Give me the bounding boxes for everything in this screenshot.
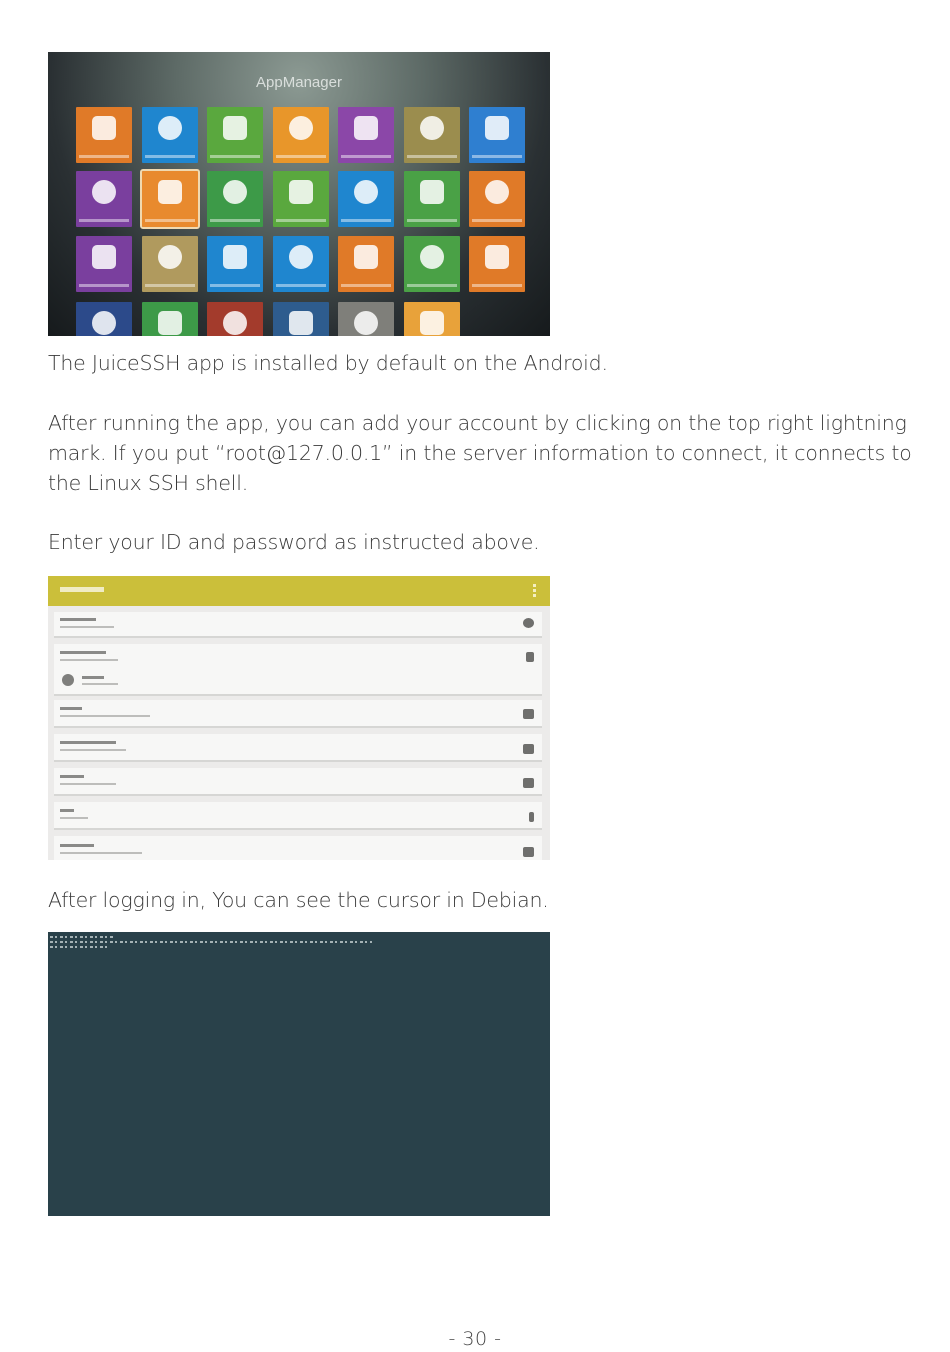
app-label: [276, 284, 326, 287]
app-label: [79, 284, 129, 287]
menu-card: [54, 802, 542, 830]
app-label: [341, 284, 391, 287]
app-tile: [338, 236, 394, 292]
app-label: [210, 219, 260, 222]
app-label: [79, 219, 129, 222]
app-icon: [158, 245, 182, 269]
app-icon: [158, 116, 182, 140]
app-icon: [223, 245, 247, 269]
menu-card: [54, 734, 542, 762]
app-icon: [354, 245, 378, 269]
app-label: [472, 284, 522, 287]
app-icon: [92, 180, 116, 204]
gear-icon: [523, 618, 534, 628]
paragraph-after-login: After logging in, You can see the cursor in Debian.: [48, 888, 549, 912]
app-tile: [142, 171, 198, 227]
app-label: [145, 155, 195, 158]
app-tile: [469, 171, 525, 227]
app-icon: [92, 116, 116, 140]
menu-card: [54, 700, 542, 728]
app-label: [145, 219, 195, 222]
app-icon: [158, 311, 182, 335]
page-number: - 30 -: [448, 1328, 502, 1350]
app-icon: [485, 245, 509, 269]
app-tile: [207, 171, 263, 227]
app-tile: [273, 236, 329, 292]
app-icon: [158, 180, 182, 204]
app-icon: [289, 311, 313, 335]
paragraph-juicessh-default: The JuiceSSH app is installed by default on the Android.: [48, 351, 608, 375]
app-label: [407, 284, 457, 287]
app-label: [341, 155, 391, 158]
app-label: [472, 219, 522, 222]
app-label: [472, 155, 522, 158]
app-tile: [76, 107, 132, 163]
app-icon: [223, 116, 247, 140]
app-manager-title: AppManager: [256, 74, 342, 91]
app-label: [210, 284, 260, 287]
app-tile: [469, 236, 525, 292]
app-icon: [485, 180, 509, 204]
juicessh-toolbar-title: [60, 587, 104, 592]
help-icon: [529, 812, 534, 822]
plugin-icon: [523, 709, 534, 719]
paragraph-running-app: After running the app, you can add your account by clicking on the top right lightning mark. If you put “root@127.0.0.1” in the server information to connect, it connects to the Linux SSH shell.: [48, 411, 912, 495]
app-tile: [76, 236, 132, 292]
share-icon: [523, 778, 534, 788]
app-label: [210, 155, 260, 158]
app-tile: [273, 171, 329, 227]
app-manager-screenshot: [48, 52, 550, 336]
app-tile: [273, 302, 329, 336]
app-tile: [404, 302, 460, 336]
app-tile: [273, 107, 329, 163]
app-icon: [92, 311, 116, 335]
app-icon: [420, 311, 444, 335]
chat-icon: [523, 847, 534, 857]
juicessh-toolbar: [48, 576, 550, 606]
app-tile: [142, 107, 198, 163]
app-tile: [142, 236, 198, 292]
app-icon: [354, 116, 378, 140]
app-icon: [420, 180, 444, 204]
app-label: [276, 219, 326, 222]
app-icon: [289, 245, 313, 269]
menu-card: [54, 612, 542, 638]
app-label: [79, 155, 129, 158]
app-tile: [207, 107, 263, 163]
app-icon: [485, 116, 509, 140]
juicessh-screenshot: [48, 576, 550, 860]
star-icon: [526, 652, 534, 662]
app-label: [145, 284, 195, 287]
app-icon: [223, 311, 247, 335]
app-tile: [76, 302, 132, 336]
app-tile: [338, 171, 394, 227]
app-tile: [207, 236, 263, 292]
menu-card: [54, 644, 542, 696]
app-icon: [354, 311, 378, 335]
menu-card: [54, 768, 542, 796]
menu-card: [54, 836, 542, 860]
paragraph-enter-credentials: Enter your ID and password as instructed above.: [48, 530, 540, 554]
avatar: [62, 674, 74, 686]
terminal-line: [50, 936, 114, 938]
app-icon: [289, 116, 313, 140]
terminal-screenshot: [48, 932, 550, 1216]
terminal-line: [50, 946, 108, 948]
pencil-icon: [523, 744, 534, 754]
app-label: [276, 155, 326, 158]
app-label: [407, 219, 457, 222]
app-icon: [420, 245, 444, 269]
app-tile: [469, 107, 525, 163]
app-icon: [420, 116, 444, 140]
app-icon: [92, 245, 116, 269]
app-tile: [404, 107, 460, 163]
app-icon: [289, 180, 313, 204]
terminal-line: [50, 941, 372, 943]
app-label: [407, 155, 457, 158]
app-tile: [142, 302, 198, 336]
app-tile: [404, 171, 460, 227]
app-tile: [338, 107, 394, 163]
app-tile: [76, 171, 132, 227]
app-icon: [223, 180, 247, 204]
app-label: [341, 219, 391, 222]
app-tile: [207, 302, 263, 336]
overflow-menu-icon: [533, 584, 536, 598]
app-tile: [404, 236, 460, 292]
app-tile: [338, 302, 394, 336]
app-icon: [354, 180, 378, 204]
